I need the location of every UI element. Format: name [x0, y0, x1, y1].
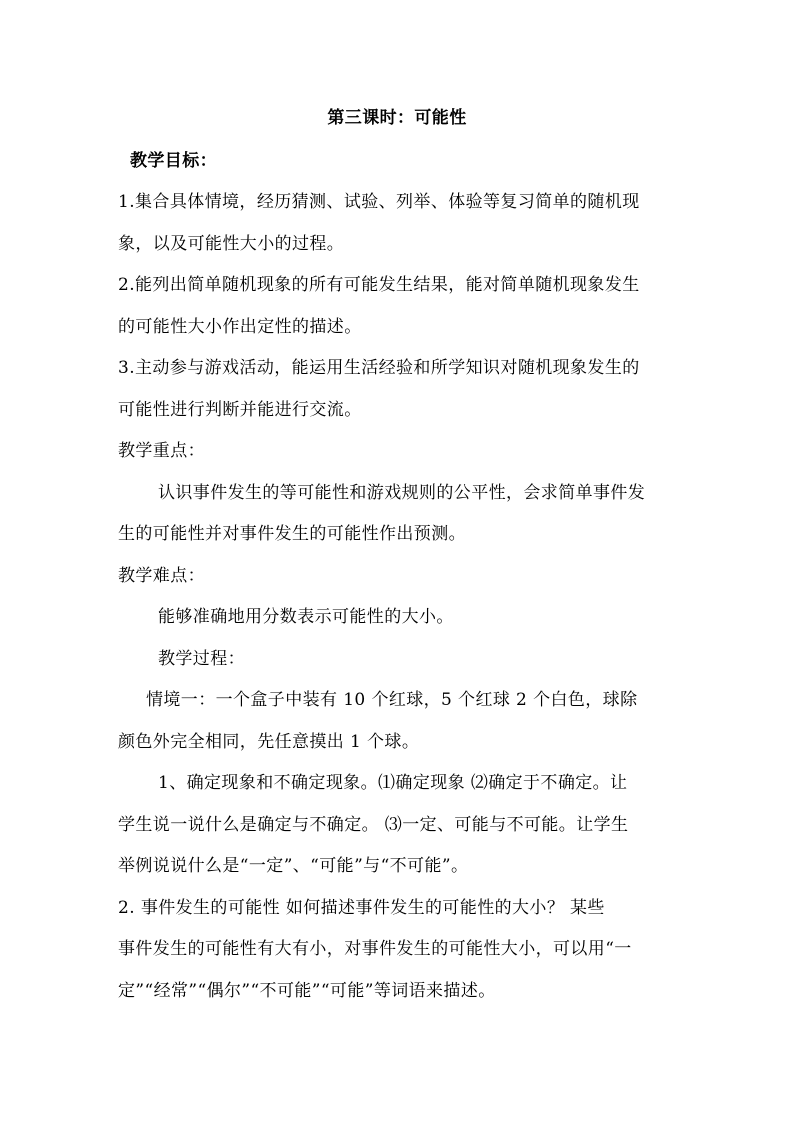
objective-2-line-1: 2.能列出简单随机现象的所有可能发生结果，能对简单随机现象发生	[118, 275, 640, 295]
key-points-heading: 教学重点：	[118, 441, 205, 461]
objective-3-line-1: 3.主动参与游戏活动，能运用生活经验和所学知识对随机现象发生的	[118, 358, 640, 378]
step-2-line-1: 2. 事件发生的可能性 如何描述事件发生的可能性的大小？ 某些	[118, 898, 605, 918]
scenario-line-2: 颜色外完全相同，先任意摸出 1 个球。	[118, 732, 420, 752]
step-1-line-3: 举例说说什么是“一定”、“可能”与“不可能”。	[118, 856, 469, 876]
objective-1-line-2: 象，以及可能性大小的过程。	[118, 234, 345, 254]
objectives-heading: 教学目标：	[130, 151, 217, 171]
step-1-line-2: 学生说一说什么是确定与不确定。 ⑶一定、可能与不可能。让学生	[118, 815, 629, 835]
key-points-line-2: 生的可能性并对事件发生的可能性作出预测。	[118, 524, 466, 544]
step-1-line-1: 1、确定现象和不确定现象。⑴确定现象 ⑵确定于不确定。让	[158, 773, 628, 793]
objective-2-line-2: 的可能性大小作出定性的描述。	[118, 317, 362, 337]
difficulties-heading: 教学难点：	[118, 566, 205, 586]
objective-1-line-1: 1.集合具体情境，经历猜测、试验、列举、体验等复习简单的随机现	[118, 192, 640, 212]
page-title: 第三课时：可能性	[327, 108, 467, 128]
objective-3-line-2: 可能性进行判断并能进行交流。	[118, 400, 362, 420]
step-2-line-2: 事件发生的可能性有大有小，对事件发生的可能性大小，可以用“一	[118, 939, 632, 959]
scenario-line-1: 情境一：一个盒子中装有 10 个红球，5 个红球 2 个白色，球除	[146, 690, 638, 710]
step-2-line-3: 定”“经常”“偶尔”“不可能”“可能”等词语来描述。	[118, 981, 496, 1001]
difficulties-line-1: 能够准确地用分数表示可能性的大小。	[158, 607, 454, 627]
key-points-line-1: 认识事件发生的等可能性和游戏规则的公平性，会求简单事件发	[158, 483, 646, 503]
process-heading: 教学过程：	[158, 649, 245, 669]
